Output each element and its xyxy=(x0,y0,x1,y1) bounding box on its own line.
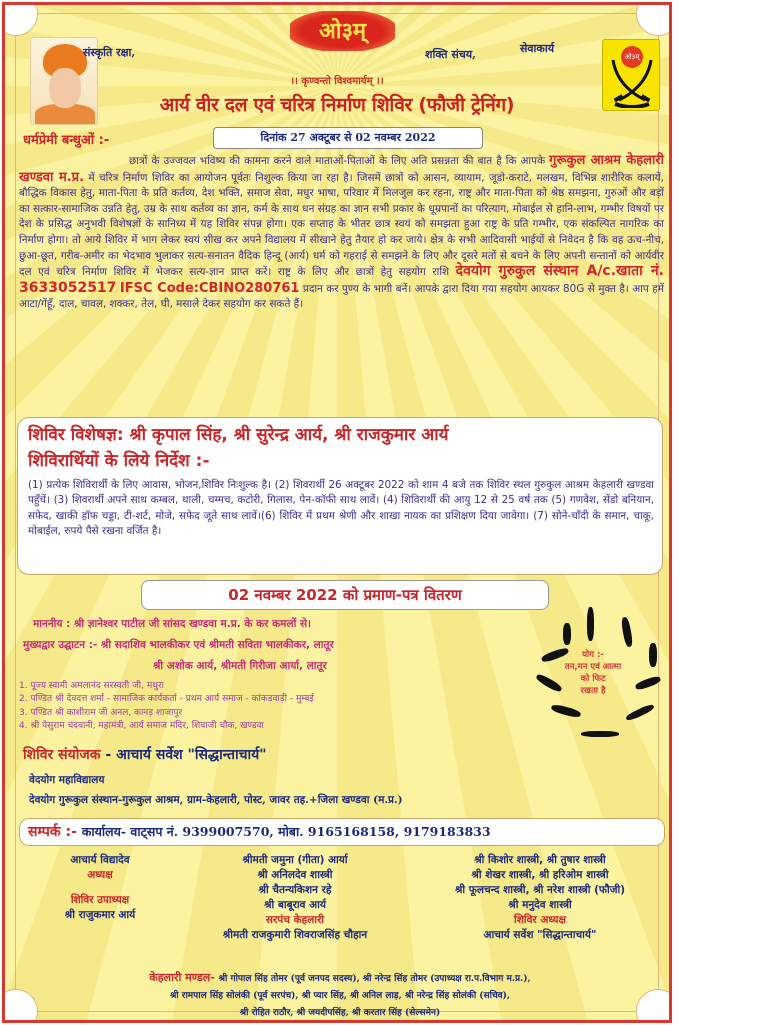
frame-corner xyxy=(636,2,672,36)
president-role: अध्यक्ष xyxy=(87,869,113,881)
member-name: श्री बाबूराव आर्य xyxy=(264,899,326,911)
committee-middle-column xyxy=(175,853,415,943)
camp-president-role: शिविर अध्यक्ष xyxy=(514,914,566,926)
yoga-caption-line: तन,मन एवं आत्मा xyxy=(564,662,622,672)
page-title: आर्य वीर दल एवं चरित्र निर्माण शिविर (फौजी ट्रेनिंग) xyxy=(159,94,515,116)
intro-text-start: छात्रों के उज्जवल भविष्य की कामना करने वाले माताओं-पिताओं के लिए अति प्रसन्नता की बात है कि आपके xyxy=(129,155,546,167)
president-name: आचार्य विद्यादेव xyxy=(70,854,130,866)
yoga-figure-icon xyxy=(587,607,594,641)
kehlari-mandal-section xyxy=(35,969,645,1022)
yoga-figure-icon xyxy=(581,731,619,737)
camp-coordinator xyxy=(23,745,267,764)
mandal-label: केहलारी मण्डल- xyxy=(149,971,219,984)
intro-text-end: प्रदान कर पुण्य के भागी बनें। आपके द्वारा दिया गया सहयोग आयकर 80G से मुक्त है। आप हमें आटा/गेंहूँ, दाल, चावल, शक्कर, तेल, घी, मसाले देकर सहयोग कर सकते हैं। xyxy=(19,282,664,311)
guest-item: 1. पूज्य स्वामी अमलानंद सरस्वती जी, मथुरा xyxy=(19,681,164,691)
camp-experts-heading: शिविर विशेषज्ञ: श्री कृपाल सिंह, श्री सुरेन्द्र आर्य, श्री राजकुमार आर्य xyxy=(28,425,449,445)
yoga-caption xyxy=(541,649,645,697)
frame-corner xyxy=(2,989,38,1023)
vice-president-name: श्री राजुकमार आर्य xyxy=(64,909,136,921)
guest-item: 4. श्री पेसुराम चंदवानी, महामंत्री, आर्य समाज मंदिर, शिवाजी चौक, खण्डवा xyxy=(19,720,264,731)
mandal-line: श्री रोहित राठौर, श्री जयदीपसिंह, श्री करतार सिंह (सेल्समेन) xyxy=(239,1008,441,1018)
yoga-figure-icon xyxy=(563,623,571,645)
om-badge: ओ३म् xyxy=(290,11,395,51)
frame-corner xyxy=(2,2,38,36)
yoga-caption-line: रखता है xyxy=(580,686,606,696)
instructions-panel xyxy=(17,417,663,575)
yoga-figure-icon xyxy=(649,643,657,667)
contact-bar xyxy=(19,818,665,846)
inauguration-line-2: श्री अशोक आर्य, श्रीमती गिरीजा आर्या, लातूर xyxy=(153,660,327,672)
yoga-caption-line: को फिट xyxy=(580,674,606,684)
vice-president-role: शिविर उपाध्यक्ष xyxy=(70,894,130,906)
yoga-figure-icon xyxy=(620,617,633,648)
tagline-culture: संस्कृति रक्षा, xyxy=(83,46,136,59)
member-name: श्री अनिलदेव शास्त्री xyxy=(257,869,333,881)
motto: ।। कृण्वन्तो विश्वमार्यम् ।। xyxy=(290,76,384,87)
sarpanch-role: सरपंच केहलारी xyxy=(265,914,325,926)
certificate-distribution-banner: 02 नवम्बर 2022 को प्रमाण-पत्र वितरण xyxy=(141,580,549,610)
member-name: श्री मनुदेव शास्त्री xyxy=(508,899,572,911)
mandal-line: श्री रामपाल सिंह सोलंकी (पूर्व सरपंच), श्री प्यार सिंह, श्री अनिल लाड़, श्री नरेन्द्र सिंह सोलंकी (सचिव), xyxy=(169,991,511,1001)
sarpanch-name: श्रीमती राजकुमारी शिवराजसिंह चौहान xyxy=(222,929,368,941)
committee-left-column xyxy=(25,853,175,923)
venue-address: देवयोग गुरूकुल संस्थान-गुरूकुल आश्रम, ग्राम-केहलारी, पोस्ट, जावर तह.+जिला खण्डवा (म.प्र.) xyxy=(29,794,403,806)
bank-account-highlight: देवयोग गुरुकुल संस्थान A/c.खाता नं. 3633052517 xyxy=(19,263,664,296)
yoga-caption-line: योग :- xyxy=(582,650,604,660)
venue-highlight: गुरूकुल आश्रम केहलारी खण्डवा म.प्र. xyxy=(19,153,664,185)
coordinator-label: शिविर संयोजक xyxy=(23,747,101,763)
greeting: धर्मप्रेमी बन्धुओं :- xyxy=(23,133,110,148)
ifsc-highlight: IFSC Code:CBINO280761 xyxy=(119,280,300,296)
tagline-service: सेवाकार्य xyxy=(520,42,555,55)
college-name: वेदयोग महाविद्यालय xyxy=(29,774,105,786)
yoga-figure-icon xyxy=(550,703,581,718)
intro-text-body: में चरित्र निर्माण शिविर का आयोजन पूर्वतः निशुल्क किया जा रहा है। जिसमें छात्रों को आसन, व्यायाम, जूडो-कराटे, मलखम, विभिन्न शारीरिक कलायें, बौद्धिक विकास हेतु, माता-पिता के प्रति कर्तव्य, देश भक्ति, समाज सेवा, मधुर भाषा, परिवार में मिलजुल कर रहना, राष्ट्र और माता-पिता को श्रेष्ठ समझना, गुरुओं और बड़ों का सत्कार-सामाजिक उन्नति हेतु, उम्र के साथ कर्तव्य का ज्ञान, कर्म के साथ धन संग्रह का ज्ञान सभी प्रकार के धूम्रपानों का परित्याग, मोबाईल से हानि-लाभ, गम्भीर विषयों पर देश के प्रसिद्ध अनुभवी विशेषज्ञों के सानिध्य में यह शिविर संपन्न होगा। एक सप्ताह के भीतर छात्र स्वयं को समझता हुआ राष्ट्र के प्रति गम्भीर, एक संकल्पित नागरिक का निर्माण होगा। तो आये शिविर में भाग लेकर स्वयं सीख कर अपने विद्यालय में सीखाने हेतु तैयार हो कर जाये। क्षेत्र के सभी आदिवासी भाईयों से निवेदन है कि वह ऊच-नीच, छुआ-छूत, गरीब-अमीर का भेदभाव भुलाकर सत्य-सनातन वैदिक हिन्दू (आर्य) धर्म को गहराई से समझने के लिए और दूसरे मतों से बचने के लिए अपनी सन्तानों को आर्यवीर दल एवं चरित्र निर्माण शिविर में भेजकर सत्य-ज्ञान प्राप्त करें। राष्ट्र के लिए और छात्रों हेतु सहयोग राशि xyxy=(19,171,664,279)
guest-list xyxy=(19,680,314,733)
member-name: श्री किशोर शास्त्री, श्री तुषार शास्त्री xyxy=(474,854,606,866)
camp-president-name: आचार्य सर्वेश "सिद्धान्ताचार्य" xyxy=(483,929,597,941)
guest-item: 3. पण्डित श्री काशीराम जी अनल, कानड़ शाजापुर xyxy=(19,707,183,718)
camp-poster xyxy=(2,2,672,1023)
tagline-strength: शक्ति संचय, xyxy=(425,48,476,61)
chief-guest-line: माननीय : श्री ज्ञानेश्वर पाटील जी सांसद खण्डवा म.प्र. के कर कमलों से। xyxy=(33,618,312,630)
om-icon: ओ३म् xyxy=(621,46,643,68)
contact-label: सम्पर्क :- xyxy=(28,824,82,840)
member-name: श्री चैतन्यकिशन रहे xyxy=(258,884,332,896)
contact-numbers: कार्यालय- वाट्सप नं. 9399007570, मोबा. 9165168158, 9179183833 xyxy=(81,824,491,839)
committee-right-column xyxy=(415,853,665,943)
member-name: श्री शेखर शास्त्री, श्री हरिओम शास्त्री xyxy=(471,869,609,881)
instructions-heading: शिविरार्थियों के लिये निर्देश :- xyxy=(28,451,210,471)
member-name: श्री फूलचन्द शास्त्री, श्री नरेश शास्त्री (फौजी) xyxy=(454,884,626,896)
coordinator-name: - आचार्य सर्वेश "सिद्धान्ताचार्य" xyxy=(100,747,267,763)
yoga-poses-graphic xyxy=(523,607,663,742)
inauguration-line: मुख्यद्वार उद्घाटन :- श्री सदाशिव भालकीकर एवं श्रीमती सविता भालकीकर, लातूर xyxy=(23,639,334,651)
member-name: श्रीमती जमुना (गीता) आर्या xyxy=(242,854,348,866)
yoga-figure-icon xyxy=(625,703,655,722)
guest-item: 2. पण्डित श्री देवदत्त शर्मा - सामाजिक कार्यकर्ता - प्रथम आर्य समाज - कांकडवाड़ी - मुम्बई xyxy=(19,694,314,705)
instructions-text: (1) प्रत्येक शिविरार्थी के लिए आवास, भोजन,शिविर निःशुल्क है। (2) शिवरार्थी 26 अक्टूबर 2022 को शाम 4 बजे तक शिविर स्थल गुरुकुल आश्रम केहलारी खण्डवा पहुँचें। (3) शिवरार्थी अपने साथ कम्बल, थाली, चम्मच, कटोरी, गिलास, पेन-कॉफी साथ लावें। (4) शिविरार्थी की आयु 12 से 25 वर्ष तक (5) गणवेश, सेंडो बनियान, सफेद, खाकी हॉफ चड्डा, टी-शर्ट, मोजे, सफेद जूते साथ लावें।(6) शिविर में प्रथम श्रेणी और शाखा नायक का प्रशिक्षण दिया जावेगा। (7) सोने-चाँदी के समान, चाकू, मोबाईल, रुपये पैसे रखना वर्जित है। xyxy=(28,479,654,537)
intro-paragraph xyxy=(19,153,664,313)
date-range-badge: दिनांक 27 अक्टूबर से 02 नवम्बर 2022 xyxy=(213,127,483,149)
mandal-line: श्री गोपाल सिंह तोमर (पूर्व जनपद सदस्य), श्री नरेन्द्र सिंह तोमर (उपाध्यक्ष रा.प.विभाग म.प्र.), xyxy=(218,974,531,984)
